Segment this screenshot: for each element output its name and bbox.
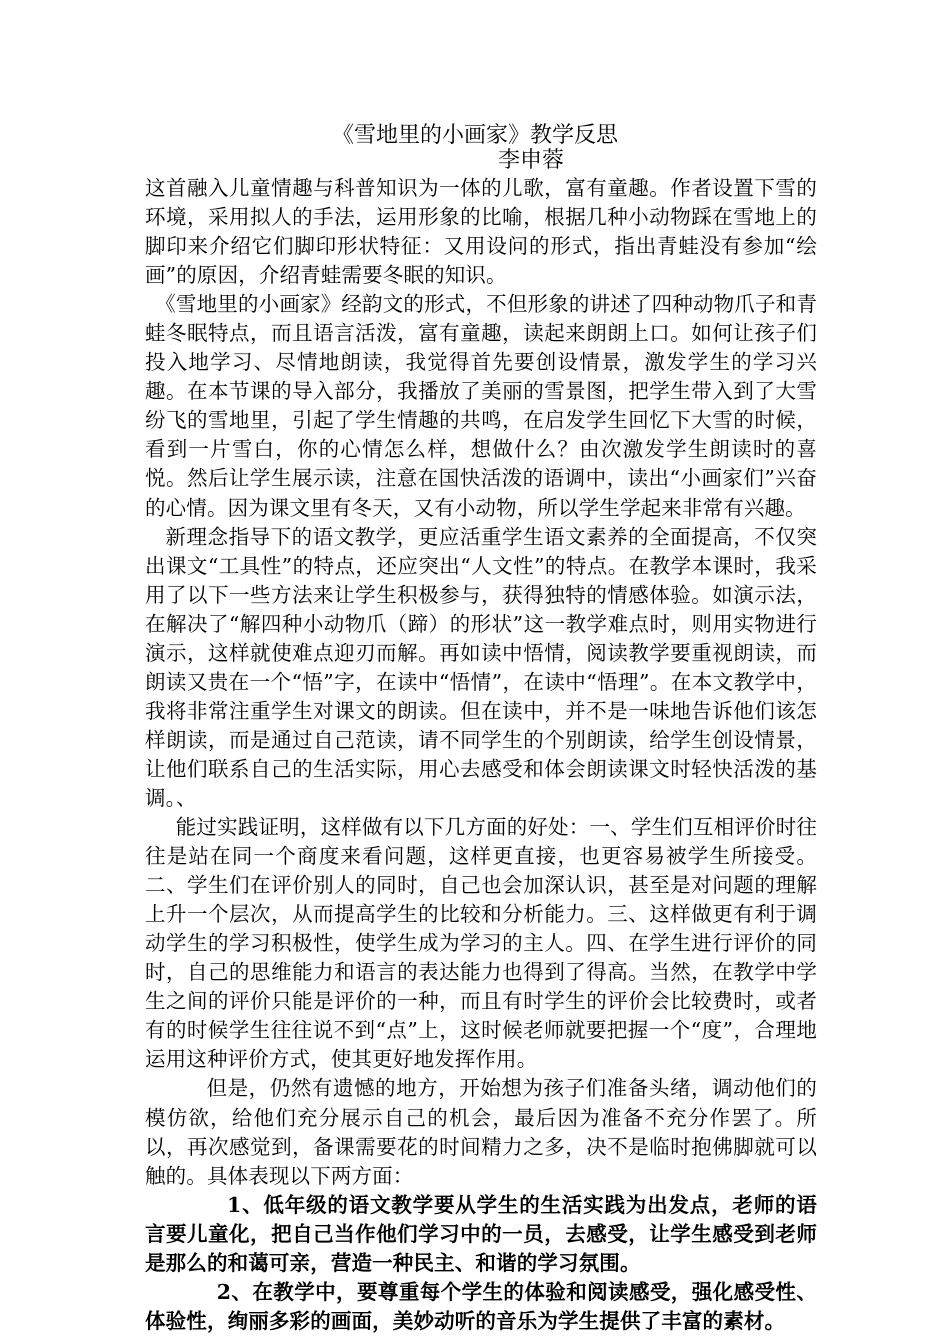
- paragraph-point-two: 2、在教学中，要尊重每个学生的体验和阅读感受，强化感受性、体验性，绚丽多彩的画面，美妙动听的音乐为学生提供了丰富的素材。: [145, 1279, 817, 1333]
- paragraph-new-concepts: 新理念指导下的语文教学，更应活重学生语文素养的全面提高，不仅突出课文“工具性”的特点，还应突出“人文性”的特点。在教学本课时，我采用了以下一些方法来让学生积极参与，获得独特的情感体验。如演示法，在解决了“解四种小动物爪（蹄）的形状”这一教学难点时，则用实物进行演示，这样就使难点迎刃而解。再如读中悟情，阅读教学要重视朗读，而朗读又贵在一个“悟”字，在读中“悟情”，在读中“悟理”。在本文教学中，我将非常注重学生对课文的朗读。但在读中，并不是一味地告诉他们该怎样朗读，而是通过自己范读，请不同学生的个别朗读，给学生创设情景，让他们联系自己的生活实际，用心去感受和体会朗读课文时轻快活泼的基调。、: [145, 524, 817, 810]
- paragraph-regrets: 但是，仍然有遗憾的地方，开始想为孩子们准备头绪，调动他们的模仿欲，给他们充分展示自己的机会，最后因为准备不充分作罢了。所以，再次感觉到，备课需要花的时间精力之多，决不是临时抱佛脚就可以触的。具体表现以下两方面：: [145, 1076, 817, 1188]
- paragraph-practice-benefits: 能过实践证明，这样做有以下几方面的好处：一、学生们互相评价时往往是站在同一个商度来看问题，这样更直接，也更容易被学生所接受。二、学生们在评价别人的同时，自己也会加深认识，甚至是对问题的理解上升一个层次，从而提高学生的比较和分析能力。三、这样做更有利于调动学生的学习积极性，使学生成为学习的主人。四、在学生进行评价的同时，自己的思维能力和语言的表达能力也得到了得高。当然，在教学中学生之间的评价只能是评价的一种，而且有时学生的评价会比较费时，或者有的时候学生往往说不到“点”上，这时候老师就要把握一个“度”，合理地运用这种评价方式，使其更好地发挥作用。: [145, 815, 817, 1072]
- paragraph-intro: 这首融入儿童情趣与科普知识为一体的儿歌，富有童趣。作者设置下雪的环境，采用拟人的手法，运用形象的比喻，根据几种小动物踩在雪地上的脚印来介绍它们脚印形状特征：又用设问的形式，指出青蛙没有参加“绘画”的原因，介绍青蛙需要冬眠的知识。: [145, 176, 817, 288]
- paragraph-point-one: 1、低年级的语文教学要从学生的生活实践为出发点，老师的语言要儿童化，把自己当作他们学习中的一员，去感受，让学生感受到老师是那么的和蔼可亲，营造一种民主、和谐的学习氛围。: [145, 1192, 817, 1275]
- paragraph-teaching-approach: 《雪地里的小画家》经韵文的形式，不但形象的讲述了四种动物爪子和青蛙冬眠特点，而且语言活泼，富有童趣，读起来朗朗上口。如何让孩子们投入地学习、尽情地朗读，我觉得首先要创设情景，激发学生的学习兴趣。在本节课的导入部分，我播放了美丽的雪景图，把学生带入到了大雪纷飞的雪地里，引起了学生情趣的共鸣，在启发学生回忆下大雪的时候，看到一片雪白，你的心情怎么样，想做什么？由次激发学生朗读时的喜悦。然后让学生展示读，注意在国快活泼的语调中，读出“小画家们”兴奋的心情。因为课文里有冬天，又有小动物，所以学生学起来非常有兴趣。: [145, 292, 817, 520]
- document-body: [145, 174, 817, 1336]
- document-title: 《雪地里的小画家》教学反思: [331, 123, 618, 148]
- document-author: 李申蓉: [498, 148, 565, 173]
